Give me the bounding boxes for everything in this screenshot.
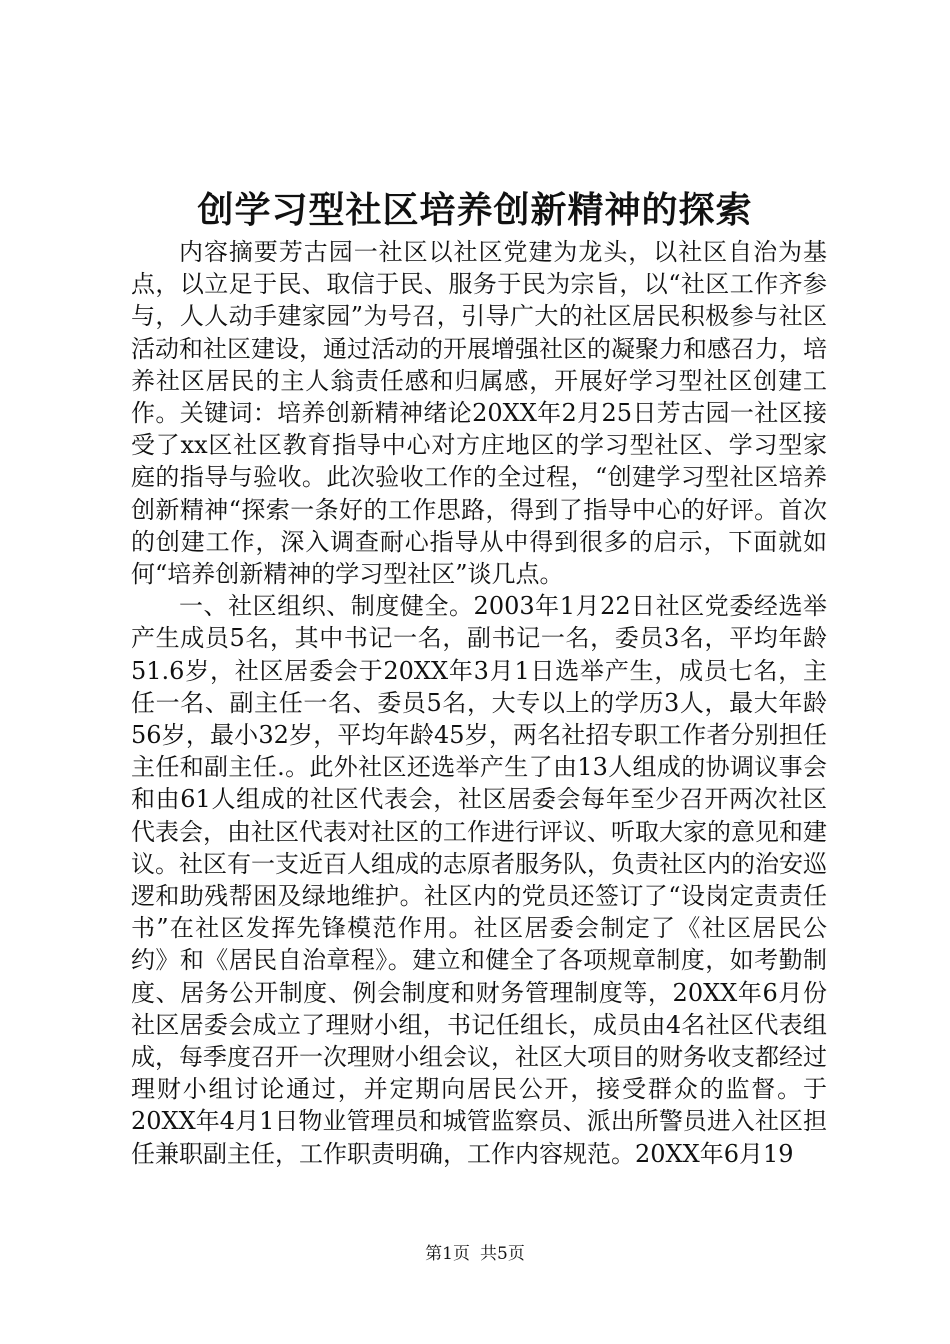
document-title: 创学习型社区培养创新精神的探索 <box>197 189 753 231</box>
document-body <box>131 236 827 1170</box>
page-footer <box>0 1243 950 1265</box>
abstract-paragraph: 内容摘要芳古园一社区以社区党建为龙头，以社区自治为基点，以立足于民、取信于民、服务于民为宗旨，以“社区工作齐参与，人人动手建家园”为号召，引导广大的社区居民积极参与社区活动和社区建设，通过活动的开展增强社区的凝聚力和感召力，培养社区居民的主人翁责任感和归属感，开展好学习型社区创建工作。关键词：培养创新精神绪论20XX年2月25日芳古园一社区接受了xx区社区教育指导中心对方庄地区的学习型社区、学习型家庭的指导与验收。此次验收工作的全过程，“创建学习型社区培养创新精神“探索一条好的工作思路，得到了指导中心的好评。首次的创建工作，深入调查耐心指导从中得到很多的启示，下面就如何“培养创新精神的学习型社区”谈几点。 <box>131 238 827 589</box>
page-number: 第1页 <box>425 1244 470 1264</box>
section-one-paragraph: 一、社区组织、制度健全。2003年1月22日社区党委经选举产生成员5名，其中书记一名，副书记一名，委员3名，平均年龄51.6岁，社区居委会于20XX年3月1日选举产生，成员七名，主任一名、副主任一名、委员5名，大专以上的学历3人，最大年龄56岁，最小32岁，平均年龄45岁，两名社招专职工作者分别担任主任和副主任.。此外社区还选举产生了由13人组成的协调议事会和由61人组成的社区代表会，社区居委会每年至少召开两次社区代表会，由社区代表对社区的工作进行评议、听取大家的意见和建议。社区有一支近百人组成的志原者服务队，负责社区内的治安巡逻和助残帮困及绿地维护。社区内的党员还签订了“设岗定责责任书”在社区发挥先锋模范作用。社区居委会制定了《社区居民公约》和《居民自治章程》。建立和健全了各项规章制度，如考勤制度、居务公开制度、例会制度和财务管理制度等，20XX年6月份社区居委会成立了理财小组，书记任组长，成员由4名社区代表组成，每季度召开一次理财小组会议，社区大项目的财务收支都经过理财小组讨论通过，并定期向居民公开，接受群众的监督。于20XX年4月1日物业管理员和城管监察员、派出所警员进入社区担任兼职副主任，工作职责明确，工作内容规范。20XX年6月19 <box>131 592 827 1168</box>
page-total: 共5页 <box>480 1244 525 1264</box>
